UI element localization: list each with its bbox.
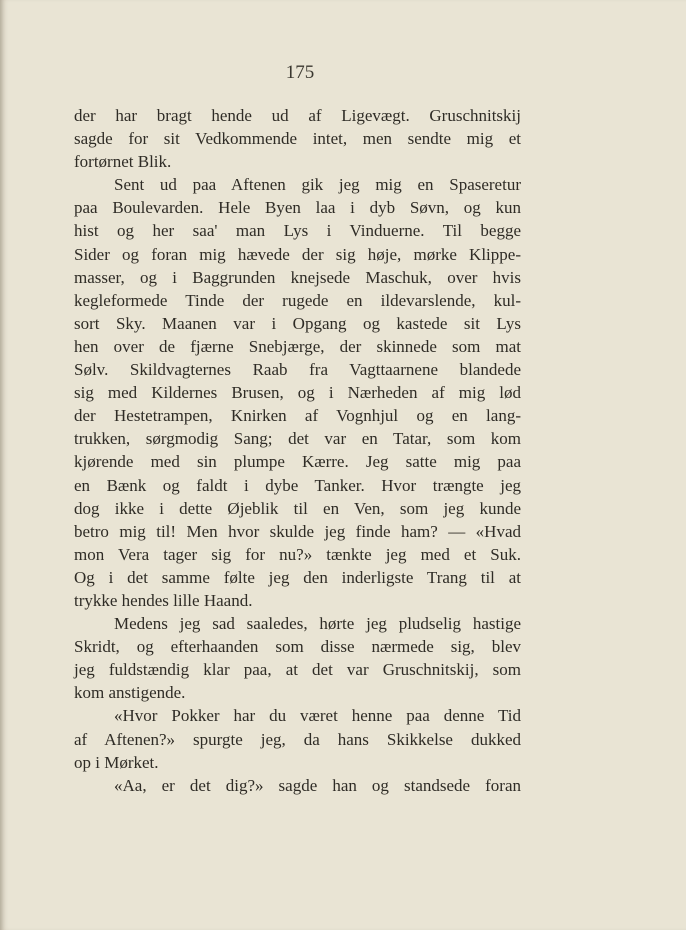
text-line: Sent ud paa Aftenen gik jeg mig en Spaseretur xyxy=(114,175,521,195)
text-line: paa Boulevarden. Hele Byen laa i dyb Søvn, og kun xyxy=(74,198,521,218)
text-line: af Aftenen?» spurgte jeg, da hans Skikkelse dukked xyxy=(74,729,521,749)
text-line: trykke hendes lille Haand. xyxy=(74,590,253,610)
text-line: «Aa, er det dig?» sagde han og standsede foran xyxy=(114,775,521,795)
text-line: dog ikke i dette Øjeblik til en Ven, som jeg kunde xyxy=(74,498,521,518)
text-line: masser, og i Baggrunden knejsede Maschuk, over hvis xyxy=(74,267,521,287)
text-line: kom anstigende. xyxy=(74,683,186,703)
text-line: Sider og foran mig hævede der sig høje, mørke Klippe- xyxy=(74,244,521,264)
text-line: mon Vera tager sig for nu?» tænkte jeg med et Suk. xyxy=(74,544,521,564)
text-line: hen over de fjærne Snebjærge, der skinnede som mat xyxy=(74,336,521,356)
text-line: sagde for sit Vedkommende intet, men sendte mig et xyxy=(74,129,521,149)
body-text xyxy=(74,104,521,797)
text-line: trukken, sørgmodig Sang; det var en Tatar, som kom xyxy=(74,429,521,449)
text-line: sort Sky. Maanen var i Opgang og kastede sit Lys xyxy=(74,313,521,333)
text-line: der har bragt hende ud af Ligevægt. Gruschnitskij xyxy=(74,106,521,125)
text-line: fortørnet Blik. xyxy=(74,152,172,172)
page-number: 175 xyxy=(285,62,315,83)
text-line: hist og her saa' man Lys i Vinduerne. Til begge xyxy=(74,221,521,241)
text-line: op i Mørket. xyxy=(74,752,159,772)
text-line: betro mig til! Men hvor skulde jeg finde ham? — «Hvad xyxy=(74,521,521,541)
text-line: sig med Kildernes Brusen, og i Nærheden af mig lød xyxy=(74,383,521,403)
text-line: Skridt, og efterhaanden som disse nærmede sig, blev xyxy=(74,637,521,657)
text-line: kjørende med sin plumpe Kærre. Jeg satte mig paa xyxy=(74,452,521,472)
text-line: Medens jeg sad saaledes, hørte jeg pludselig hastige xyxy=(114,614,521,634)
text-line: Og i det samme følte jeg den inderligste Trang til at xyxy=(74,567,521,587)
text-line: «Hvor Pokker har du været henne paa denne Tid xyxy=(114,706,521,726)
text-line: en Bænk og faldt i dybe Tanker. Hvor trængte jeg xyxy=(74,475,521,495)
text-line: Sølv. Skildvagternes Raab fra Vagttaarnene blandede xyxy=(74,360,521,380)
text-line: der Hestetrampen, Knirken af Vognhjul og en lang- xyxy=(74,406,521,426)
text-line: kegleformede Tinde der rugede en ildevarslende, kul- xyxy=(74,290,521,310)
text-line: jeg fuldstændig klar paa, at det var Gruschnitskij, som xyxy=(74,660,521,680)
